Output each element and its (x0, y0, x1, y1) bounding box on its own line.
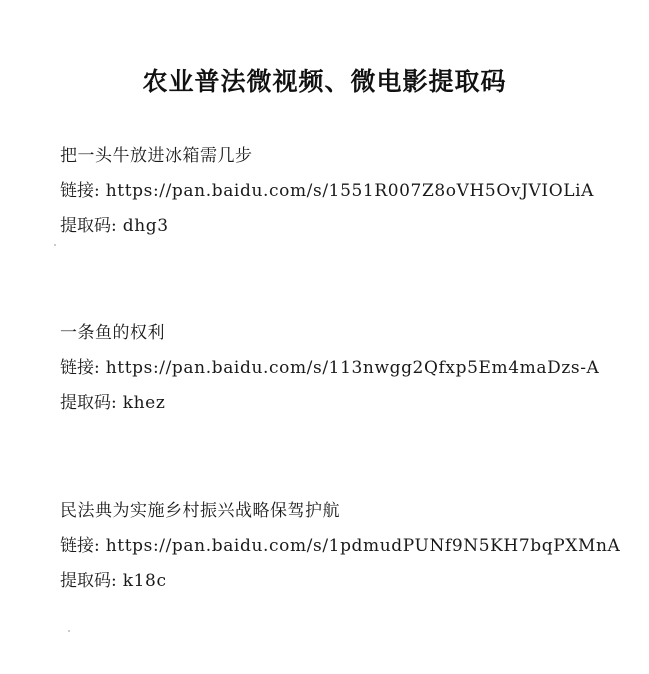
document-title: 农业普法微视频、微电影提取码 (142, 67, 507, 96)
extraction-code: dhg3 (122, 216, 169, 236)
video-entry (60, 494, 630, 599)
scan-speck (68, 630, 70, 632)
link-line (60, 174, 630, 209)
link-url: https://pan.baidu.com/s/1pdmudPUNf9N5KH7bqPXMnA (105, 536, 621, 556)
link-url: https://pan.baidu.com/s/113nwgg2Qfxp5Em4maDzs-A (105, 358, 600, 378)
link-line (60, 529, 630, 564)
video-entry (60, 139, 630, 244)
link-label: 链接: (60, 536, 100, 556)
extraction-code: k18c (122, 571, 167, 591)
scan-speck (54, 244, 56, 246)
code-label: 提取码: (60, 393, 117, 413)
code-label: 提取码: (60, 216, 117, 236)
code-line (60, 386, 630, 421)
link-label: 链接: (60, 358, 100, 378)
code-line (60, 209, 630, 244)
link-label: 链接: (60, 181, 100, 201)
video-name: 一条鱼的权利 (60, 323, 165, 343)
video-name: 把一头牛放进冰箱需几步 (60, 146, 253, 166)
extraction-code: khez (122, 393, 166, 413)
code-label: 提取码: (60, 571, 117, 591)
link-line (60, 351, 630, 386)
code-line (60, 564, 630, 599)
video-entry (60, 316, 630, 421)
video-name: 民法典为实施乡村振兴战略保驾护航 (60, 501, 340, 521)
link-url: https://pan.baidu.com/s/1551R007Z8oVH5OvJVIOLiA (105, 181, 595, 201)
